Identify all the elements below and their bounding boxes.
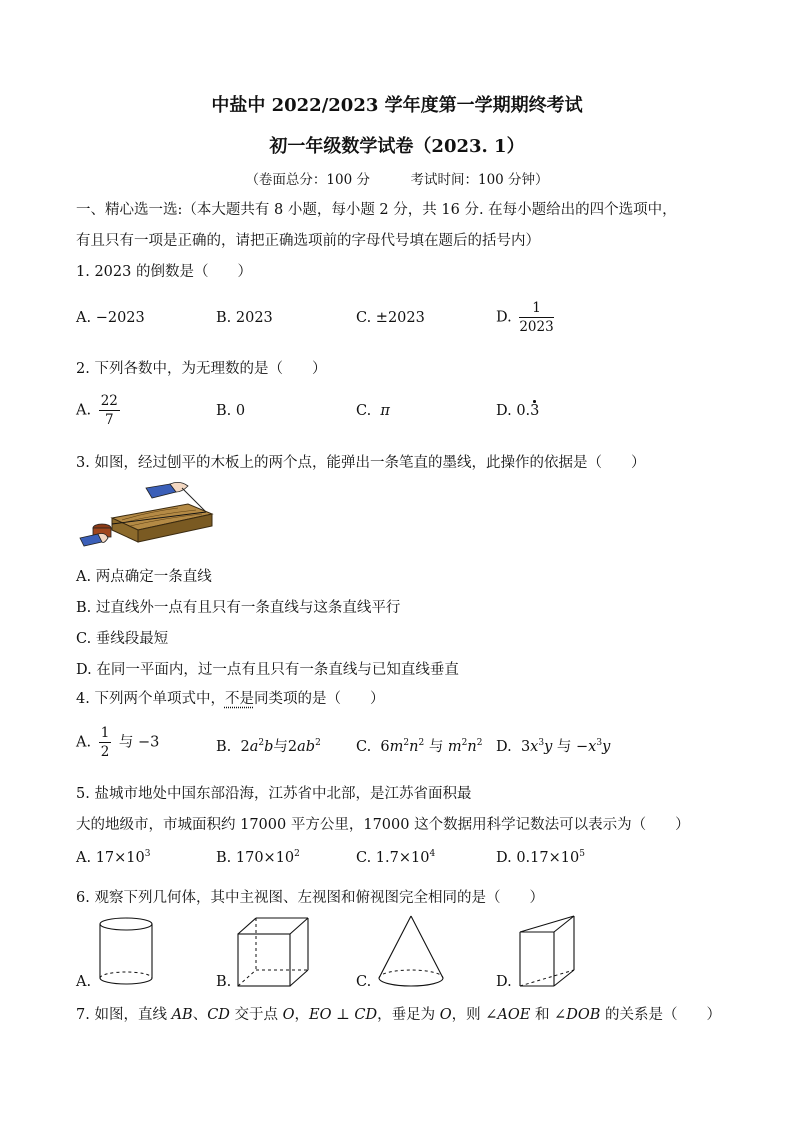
q5-option-a: A. $17\times 10^3$ xyxy=(76,849,151,866)
q6-option-d-label: D. xyxy=(496,974,512,990)
emphasis-not: 不是 xyxy=(224,691,254,707)
q1-option-a: A. −2023 xyxy=(76,310,145,326)
q5-stem-line2: 大的地级市，市城面积约 17000 平方公里，17000 这个数据用科学记数法可以表示为（ ） xyxy=(76,817,690,833)
cone-icon xyxy=(374,912,448,990)
q5-option-d: D. $0.17\times 10^5$ xyxy=(496,849,585,866)
q2-option-a: A. $\frac{22}{7}$ xyxy=(76,393,118,428)
q6-option-b-label: B. xyxy=(216,974,232,990)
q2-option-a-fraction: $\frac{22}{7}$ xyxy=(100,393,118,428)
q5-option-c: C. $1.7\times 10^4$ xyxy=(356,849,436,866)
q3-option-a: A. 两点确定一条直线 xyxy=(76,569,212,585)
q3-option-c: C. 垂线段最短 xyxy=(76,631,169,647)
q4-stem: 4. 下列两个单项式中，不是同类项的是（ ） xyxy=(76,691,385,707)
q4-option-b: B. $2a^2b$与$2ab^2$ xyxy=(216,738,321,755)
q6-stem: 6. 观察下列几何体，其中主视图、左视图和俯视图完全相同的是（ ） xyxy=(76,890,544,906)
q5-stem-line1: 5. 盐城市地处中国东部沿海，江苏省中北部，是江苏省面积最 xyxy=(76,786,472,802)
q5-option-b: B. $170\times 10^2$ xyxy=(216,849,300,866)
q1-option-d-fraction: $\frac{1}{2023}$ xyxy=(519,300,554,335)
exam-meta: （卷面总分：100 分 考试时间：100 分钟） xyxy=(245,172,549,188)
q1-option-d xyxy=(496,300,557,335)
repeating-digit: 3 xyxy=(530,403,540,419)
wooden-board-figure xyxy=(78,478,218,556)
q4-option-c: C. $6m^2n^2$ 与 $m^2n^2$ xyxy=(356,738,483,755)
q2-option-c: C. π xyxy=(356,403,390,419)
q4-option-a-fraction: $\frac{1}{2}$ xyxy=(100,725,110,760)
cylinder-icon xyxy=(94,914,158,988)
q1-option-c: C. ±2023 xyxy=(356,310,425,326)
q3-option-d: D. 在同一平面内，过一点有且只有一条直线与已知直线垂直 xyxy=(76,662,459,678)
q4-option-d: D. $3x^3y$ 与 $-x^3y$ xyxy=(496,738,611,755)
cube-icon xyxy=(234,914,312,990)
q6-option-a-label: A. xyxy=(76,974,92,990)
q2-option-b: B. 0 xyxy=(216,403,246,419)
q1-stem: 1. 2023 的倒数是（ ） xyxy=(76,264,252,280)
q4-option-a: A. $\frac{1}{2}$ 与 −3 xyxy=(76,725,160,760)
page-title: 中盐中 2022/2023 学年度第一学期期终考试 xyxy=(211,95,583,116)
q3-stem: 3. 如图，经过刨平的木板上的两个点，能弹出一条笔直的墨线，此操作的依据是（ ） xyxy=(76,455,646,471)
triangular-prism-icon xyxy=(516,912,578,990)
q6-option-c-label: C. xyxy=(356,974,372,990)
q1-option-d-label: D. xyxy=(496,309,512,326)
q2-option-d: D. 0.3 xyxy=(496,403,540,419)
q7-stem: 7. 如图，直线 AB、CD 交于点 O，EO ⊥ CD，垂足为 O，则 ∠AOE 和 ∠DOB 的关系是（ ） xyxy=(76,1007,721,1023)
page-subtitle: 初一年级数学试卷（2023. 1） xyxy=(269,136,525,157)
section-heading-line1: 一、精心选一选:（本大题共有 8 小题，每小题 2 分，共 16 分. 在每小题给出的四个选项中， xyxy=(76,202,677,218)
q3-option-b: B. 过直线外一点有且只有一条直线与这条直线平行 xyxy=(76,600,401,616)
q1-option-b: B. 2023 xyxy=(216,310,273,326)
q2-stem: 2. 下列各数中，为无理数的是（ ） xyxy=(76,361,327,377)
section-heading-line2: 有且只有一项是正确的，请把正确选项前的字母代号填在题后的括号内） xyxy=(76,233,540,249)
